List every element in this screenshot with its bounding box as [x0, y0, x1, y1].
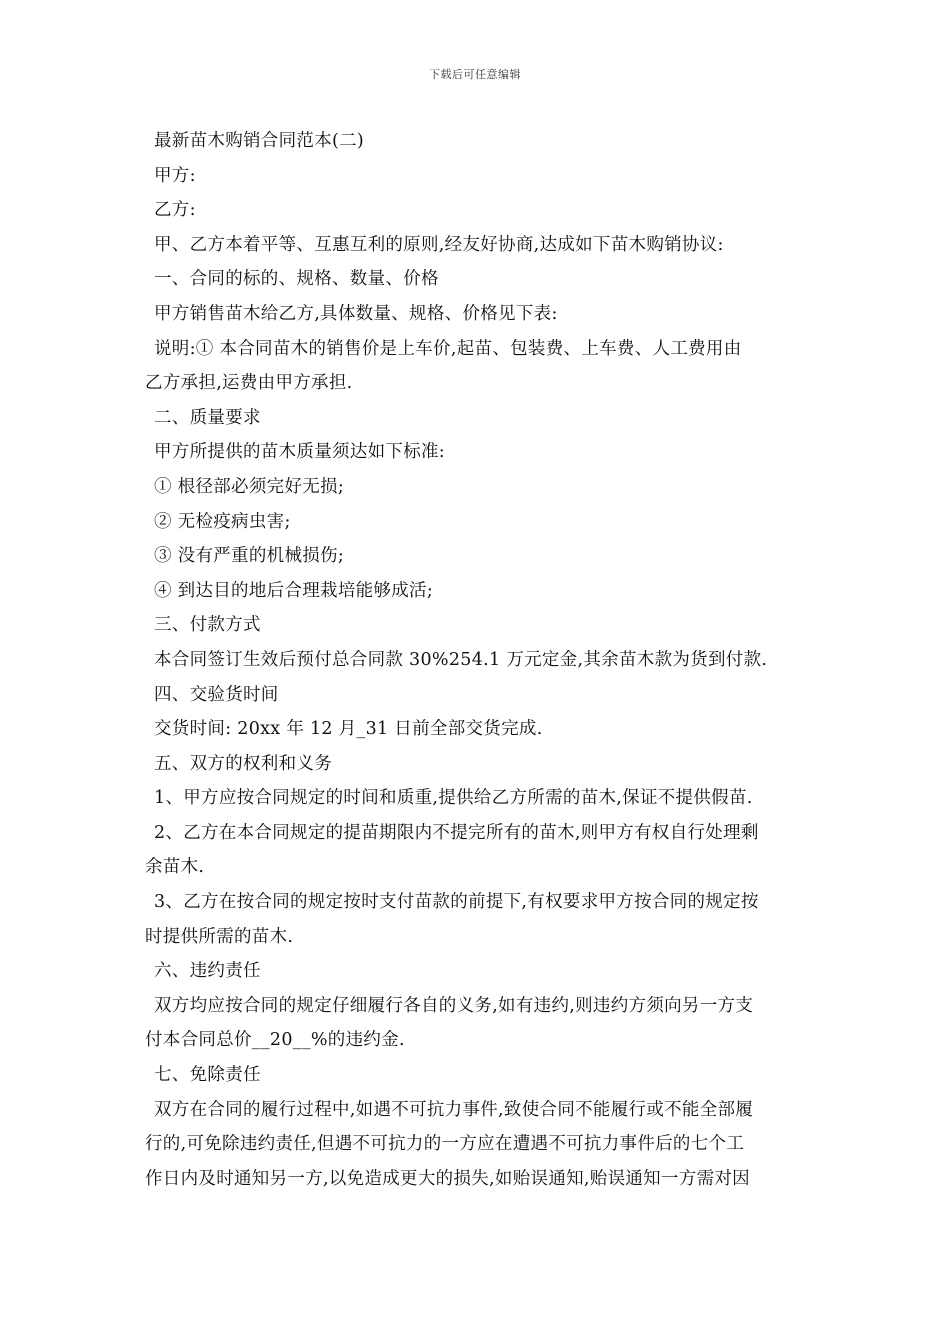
- section-heading: 六、违约责任: [154, 961, 261, 982]
- header-note: 下载后可任意编辑: [429, 68, 521, 81]
- list-item: ① 根径部必须完好无损;: [154, 476, 345, 497]
- paragraph-line: 甲方销售苗木给乙方,具体数量、规格、价格见下表:: [154, 303, 558, 324]
- section-heading: 五、双方的权利和义务: [154, 753, 332, 774]
- paragraph-continuation: 作日内及时通知另一方,以免造成更大的损失,如贻误通知,贻误通知一方需对因: [145, 1168, 750, 1189]
- paragraph-line: 甲、乙方本着平等、互惠互利的原则,经友好协商,达成如下苗木购销协议:: [154, 234, 724, 255]
- paragraph-line: 说明:① 本合同苗木的销售价是上车价,起苗、包装费、上车费、人工费用由: [154, 338, 742, 359]
- list-item: ③ 没有严重的机械损伤;: [154, 546, 345, 567]
- paragraph-line: 甲方所提供的苗木质量须达如下标准:: [154, 442, 445, 463]
- party-b-line: 乙方:: [154, 200, 196, 221]
- paragraph-line: 交货时间: 20xx 年 12 月_31 日前全部交货完成.: [154, 719, 543, 740]
- paragraph-continuation: 余苗木.: [145, 857, 205, 878]
- list-item: ② 无检疫病虫害;: [154, 511, 291, 532]
- paragraph-continuation: 付本合同总价__20__%的违约金.: [145, 1030, 405, 1051]
- paragraph-line: 2、乙方在本合同规定的提苗期限内不提完所有的苗木,则甲方有权自行处理剩: [154, 822, 759, 843]
- paragraph-continuation: 乙方承担,运费由甲方承担.: [145, 373, 353, 394]
- paragraph-line: 3、乙方在按合同的规定按时支付苗款的前提下,有权要求甲方按合同的规定按: [154, 892, 759, 913]
- section-heading: 一、合同的标的、规格、数量、价格: [154, 269, 439, 290]
- contract-title: 最新苗木购销合同范本(二): [154, 131, 365, 151]
- paragraph-line: 双方在合同的履行过程中,如遇不可抗力事件,致使合同不能履行或不能全部履: [154, 1099, 754, 1120]
- party-a-line: 甲方:: [154, 165, 196, 186]
- section-heading: 三、付款方式: [154, 615, 261, 636]
- contract-body: [145, 124, 810, 1196]
- paragraph-line: 双方均应按合同的规定仔细履行各自的义务,如有违约,则违约方须向另一方支: [154, 995, 754, 1016]
- section-heading: 二、质量要求: [154, 407, 261, 428]
- section-heading: 四、交验货时间: [154, 684, 279, 705]
- paragraph-continuation: 时提供所需的苗木.: [145, 926, 294, 947]
- list-item: ④ 到达目的地后合理栽培能够成活;: [154, 580, 434, 601]
- paragraph-line: 本合同签订生效后预付总合同款 30%254.1 万元定金,其余苗木款为货到付款.: [154, 649, 768, 670]
- paragraph-line: 1、甲方应按合同规定的时间和质重,提供给乙方所需的苗木,保证不提供假苗.: [154, 788, 753, 809]
- section-heading: 七、免除责任: [154, 1065, 261, 1086]
- paragraph-continuation: 行的,可免除违约责任,但遇不可抗力的一方应在遭遇不可抗力事件后的七个工: [145, 1134, 745, 1155]
